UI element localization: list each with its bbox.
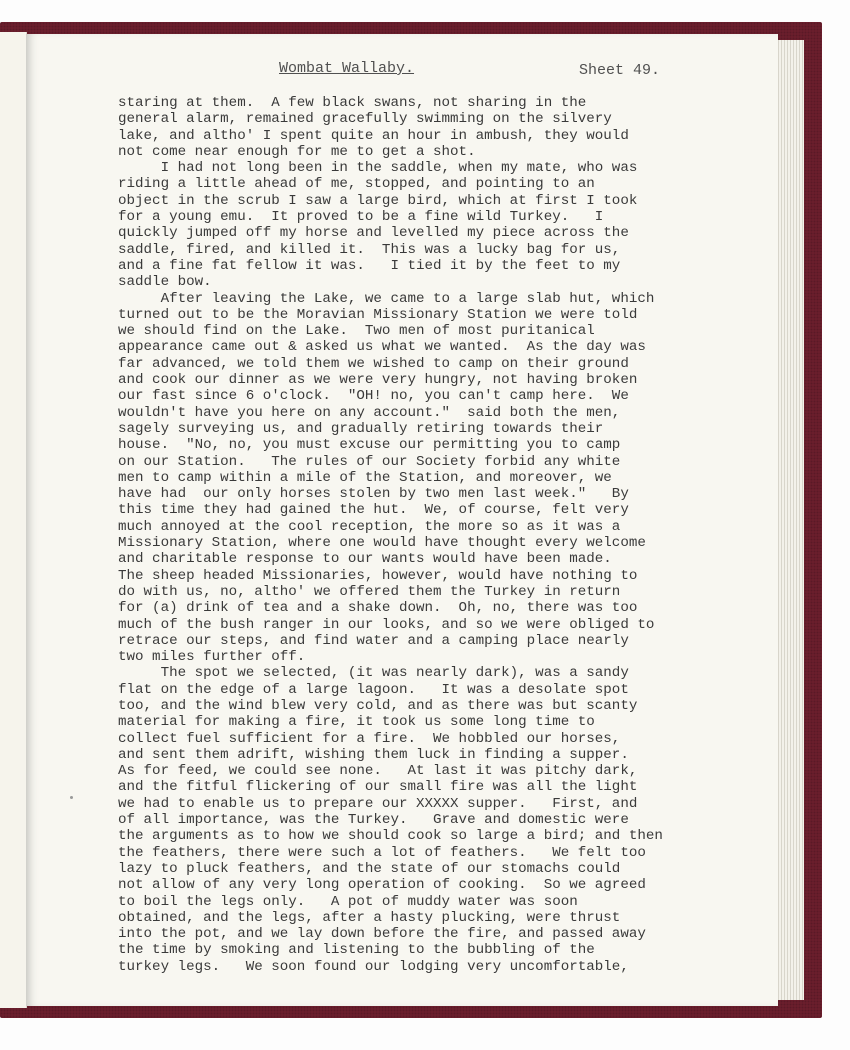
text-line: and charitable response to our wants would have been made. xyxy=(118,551,612,568)
text-line: turned out to be the Moravian Missionary Station we were told xyxy=(118,306,638,323)
text-line: two miles further off. xyxy=(118,649,306,666)
text-line: much annoyed at the cool reception, the more so as it was a xyxy=(118,518,621,535)
text-line: As for feed, we could see none. At last it was pitchy dark, xyxy=(118,763,638,780)
paper-speck xyxy=(70,796,73,799)
text-line: general alarm, remained gracefully swimming on the silvery xyxy=(118,111,612,128)
text-line: on our Station. The rules of our Society forbid any white xyxy=(118,453,621,470)
text-line: lazy to pluck feathers, and the state of our stomachs could xyxy=(118,860,621,877)
text-line: much of the bush ranger in our looks, and so we were obliged to xyxy=(118,616,655,633)
text-line: have had our only horses stolen by two men last week." By xyxy=(118,486,629,503)
page-body xyxy=(118,95,748,975)
typescript-page xyxy=(26,34,778,1006)
text-line: and the fitful flickering of our small fire was all the light xyxy=(118,779,638,796)
text-line: Missionary Station, where one would have thought every welcome xyxy=(118,535,646,552)
text-line: I had not long been in the saddle, when my mate, who was xyxy=(118,160,638,177)
text-line: we should find on the Lake. Two men of most puritanical xyxy=(118,323,595,340)
text-line: for (a) drink of tea and a shake down. Oh, no, there was too xyxy=(118,600,638,617)
text-line: riding a little ahead of me, stopped, and pointing to an xyxy=(118,176,595,193)
text-line: and a fine fat fellow it was. I tied it by the feet to my xyxy=(118,257,621,274)
text-line: sagely surveying us, and gradually retiring towards their xyxy=(118,420,604,437)
text-line: obtained, and the legs, after a hasty plucking, were thrust xyxy=(118,909,621,926)
text-line: turkey legs. We soon found our lodging very uncomfortable, xyxy=(118,958,629,975)
text-line: collect fuel sufficient for a fire. We hobbled our horses, xyxy=(118,730,621,747)
text-line: and sent them adrift, wishing them luck in finding a supper. xyxy=(118,746,629,763)
text-line: to boil the legs only. A pot of muddy water was soon xyxy=(118,893,578,910)
text-line: and cook our dinner as we were very hungry, not having broken xyxy=(118,372,638,389)
text-line: house. "No, no, you must excuse our permitting you to camp xyxy=(118,437,621,454)
text-line: far advanced, we told them we wished to camp on their ground xyxy=(118,355,629,372)
text-line: After leaving the Lake, we came to a large slab hut, which xyxy=(118,290,655,307)
text-line: retrace our steps, and find water and a camping place nearly xyxy=(118,632,629,649)
text-line: The sheep headed Missionaries, however, would have nothing to xyxy=(118,567,638,584)
text-line: men to camp within a mile of the Station, and moreover, we xyxy=(118,469,612,486)
page-header-title: Wombat Wallaby. xyxy=(279,60,415,77)
text-line: The spot we selected, (it was nearly dark), was a sandy xyxy=(118,665,629,682)
text-line: lake, and altho' I spent quite an hour in ambush, they would xyxy=(118,127,629,144)
text-line: our fast since 6 o'clock. "OH! no, you can't camp here. We xyxy=(118,388,629,405)
text-line: for a young emu. It proved to be a fine wild Turkey. I xyxy=(118,209,604,226)
sheet-number: Sheet 49. xyxy=(579,62,661,79)
text-line: into the pot, and we lay down before the fire, and passed away xyxy=(118,926,646,943)
text-line: material for making a fire, it took us some long time to xyxy=(118,714,595,731)
text-line: object in the scrub I saw a large bird, which at first I took xyxy=(118,192,638,209)
left-page-edge xyxy=(0,32,27,1008)
text-line: quickly jumped off my horse and levelled my piece across the xyxy=(118,225,629,242)
text-line: the arguments as to how we should cook so large a bird; and then xyxy=(118,828,663,845)
text-line: staring at them. A few black swans, not sharing in the xyxy=(118,95,587,111)
text-line: not allow of any very long operation of cooking. So we agreed xyxy=(118,877,646,894)
text-line: the feathers, there were such a lot of feathers. We felt too xyxy=(118,844,646,861)
text-line: we had to enable us to prepare our XXXXX supper. First, and xyxy=(118,795,638,812)
text-line: wouldn't have you here on any account." said both the men, xyxy=(118,404,621,421)
text-line: saddle, fired, and killed it. This was a lucky bag for us, xyxy=(118,241,621,258)
text-line: appearance came out & asked us what we wanted. As the day was xyxy=(118,339,646,356)
text-line: of all importance, was the Turkey. Grave and domestic were xyxy=(118,812,629,829)
text-line: not come near enough for me to get a shot. xyxy=(118,143,476,160)
text-line: too, and the wind blew very cold, and as there was but scanty xyxy=(118,697,638,714)
text-line: the time by smoking and listening to the bubbling of the xyxy=(118,942,595,959)
text-line: do with us, no, altho' we offered them the Turkey in return xyxy=(118,583,621,600)
text-line: flat on the edge of a large lagoon. It was a desolate spot xyxy=(118,681,629,698)
text-line: saddle bow. xyxy=(118,274,212,291)
text-line: this time they had gained the hut. We, of course, felt very xyxy=(118,502,629,519)
